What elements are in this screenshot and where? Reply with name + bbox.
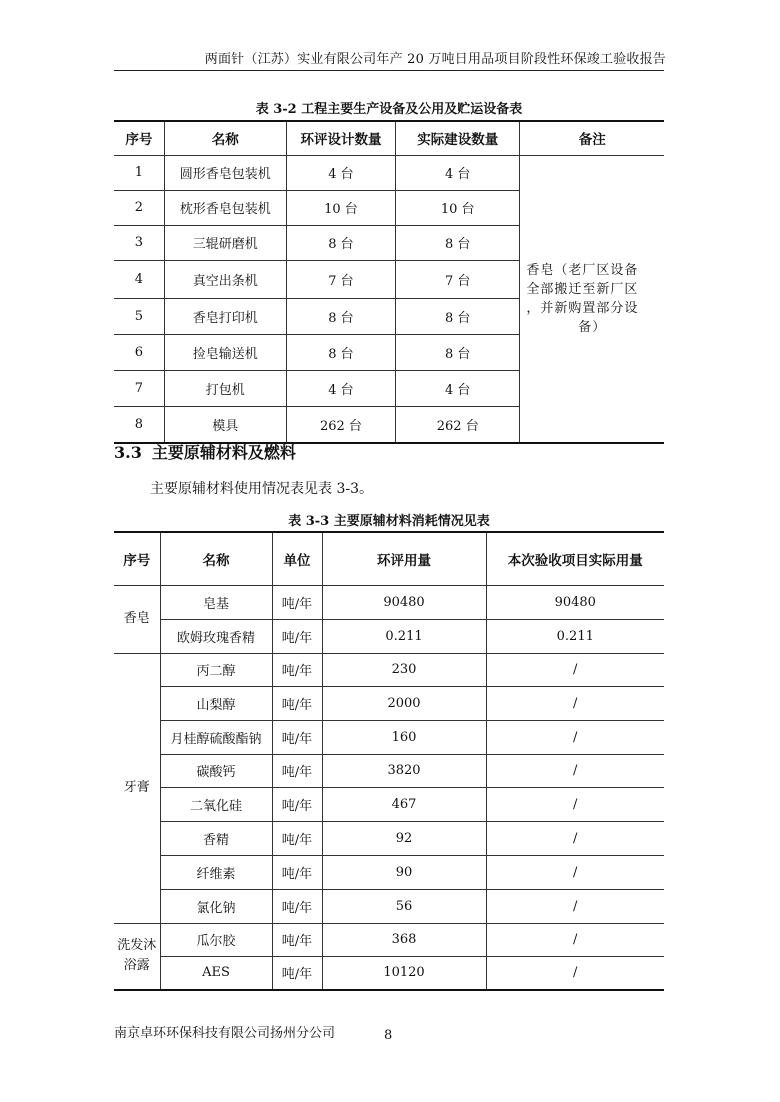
cell-name: 丙二醇 [160,653,272,686]
col-header-remark: 备注 [520,121,664,155]
section-title-text: 主要原辅材料及燃料 [151,443,296,462]
cell-no: 3 [114,225,164,260]
table-row [114,619,664,653]
cell-actual: / [486,923,664,956]
materials-table-header-row [114,532,664,585]
cell-no: 1 [114,155,164,190]
cell-name: 月桂醇硫酸酯钠 [160,720,272,754]
table-row [114,653,664,686]
cell-actual: 90480 [486,585,664,619]
section-heading [114,440,296,463]
cell-name: 真空出条机 [164,260,286,298]
cell-name: 瓜尔胶 [160,923,272,956]
cell-actual: / [486,855,664,889]
cell-name: AES [160,956,272,990]
cell-design: 8 台 [286,225,395,260]
cell-unit: 吨/年 [272,619,322,653]
cell-no: 8 [114,406,164,443]
table-row [114,155,664,190]
cell-name: 碳酸钙 [160,754,272,787]
cell-no: 5 [114,298,164,334]
equipment-table-header-row [114,121,664,155]
cell-name: 二氧化硅 [160,787,272,821]
cell-actual: 262 台 [396,406,520,443]
cell-actual: 0.211 [486,619,664,653]
cell-unit: 吨/年 [272,585,322,619]
group-label-line: 香皂 [123,611,150,626]
remark-cell [520,155,664,443]
cell-actual: / [486,653,664,686]
cell-design: 8 台 [286,334,395,370]
cell-name: 皂基 [160,585,272,619]
cell-design: 10120 [322,956,486,990]
table-row [114,923,664,956]
cell-name: 枕形香皂包装机 [164,190,286,225]
cell-design: 56 [322,889,486,923]
group-label-soap [114,585,160,653]
cell-no: 4 [114,260,164,298]
col-header-actual-usage: 本次验收项目实际用量 [486,532,664,585]
cell-unit: 吨/年 [272,855,322,889]
cell-unit: 吨/年 [272,720,322,754]
cell-actual: / [486,956,664,990]
cell-name: 打包机 [164,370,286,406]
group-label-line: 洗发沐 [117,938,157,954]
materials-table [114,531,664,991]
equipment-table [114,120,664,444]
cell-design: 4 台 [286,370,395,406]
cell-design: 2000 [322,686,486,720]
page-number: 8 [384,1028,393,1043]
table-row [114,720,664,754]
table-row [114,889,664,923]
cell-actual: / [486,754,664,787]
cell-name: 模具 [164,406,286,443]
cell-design: 262 台 [286,406,395,443]
cell-unit: 吨/年 [272,956,322,990]
col-header-name: 名称 [164,121,286,155]
cell-actual: 4 台 [396,370,520,406]
table-row [114,686,664,720]
cell-design: 230 [322,653,486,686]
cell-design: 0.211 [322,619,486,653]
header-divider [114,70,664,71]
cell-unit: 吨/年 [272,889,322,923]
cell-name: 香皂打印机 [164,298,286,334]
cell-name: 圆形香皂包装机 [164,155,286,190]
group-label-line: 牙膏 [123,780,150,795]
cell-design: 10 台 [286,190,395,225]
cell-name: 捡皂输送机 [164,334,286,370]
cell-actual: 7 台 [396,260,520,298]
cell-unit: 吨/年 [272,754,322,787]
cell-name: 纤维素 [160,855,272,889]
cell-actual: 8 台 [396,225,520,260]
cell-unit: 吨/年 [272,923,322,956]
col-header-actual-qty: 实际建设数量 [396,121,520,155]
cell-actual: 4 台 [396,155,520,190]
col-header-design-usage: 环评用量 [322,532,486,585]
cell-name: 山梨醇 [160,686,272,720]
remark-line: 备） [578,319,607,335]
cell-no: 2 [114,190,164,225]
cell-design: 368 [322,923,486,956]
cell-name: 欧姆玫瑰香精 [160,619,272,653]
cell-unit: 吨/年 [272,686,322,720]
section-number: 3.3 [114,443,142,462]
col-header-no: 序号 [114,121,164,155]
cell-name: 三辊研磨机 [164,225,286,260]
group-label-line: 浴露 [123,958,150,974]
table-row [114,821,664,855]
group-label-toothpaste [114,653,160,923]
cell-design: 7 台 [286,260,395,298]
table-row [114,754,664,787]
report-header-title: 两面针（江苏）实业有限公司年产 20 万吨日用品项目阶段性环保竣工验收报告 [204,52,666,67]
footer-company: 南京卓环环保科技有限公司扬州分公司 [114,1026,336,1041]
cell-design: 4 台 [286,155,395,190]
cell-design: 92 [322,821,486,855]
remark-line: 全部搬迁至新厂区 [526,281,639,297]
cell-design: 467 [322,787,486,821]
cell-name: 香精 [160,821,272,855]
cell-actual: / [486,686,664,720]
col-header-name: 名称 [160,532,272,585]
table-3-3-caption: 表 3-3 主要原辅材料消耗情况见表 [288,514,490,529]
table-3-2-caption: 表 3-2 工程主要生产设备及公用及贮运设备表 [255,102,523,117]
cell-no: 7 [114,370,164,406]
cell-actual: / [486,821,664,855]
cell-actual: 8 台 [396,334,520,370]
cell-unit: 吨/年 [272,653,322,686]
cell-design: 90 [322,855,486,889]
cell-unit: 吨/年 [272,821,322,855]
cell-actual: 8 台 [396,298,520,334]
remark-line: 香皂（老厂区设备 [526,262,639,278]
table-row [114,585,664,619]
cell-no: 6 [114,334,164,370]
cell-actual: 10 台 [396,190,520,225]
cell-design: 160 [322,720,486,754]
cell-unit: 吨/年 [272,787,322,821]
col-header-design-qty: 环评设计数量 [286,121,395,155]
cell-name: 氯化钠 [160,889,272,923]
cell-actual: / [486,889,664,923]
table-row [114,855,664,889]
col-header-no: 序号 [114,532,160,585]
section-paragraph: 主要原辅材料使用情况表见表 3-3。 [150,481,373,497]
cell-design: 90480 [322,585,486,619]
table-row [114,787,664,821]
remark-line: ，并新购置部分设 [526,300,639,316]
cell-design: 8 台 [286,298,395,334]
col-header-unit: 单位 [272,532,322,585]
table-row [114,956,664,990]
cell-actual: / [486,720,664,754]
cell-design: 3820 [322,754,486,787]
cell-actual: / [486,787,664,821]
group-label-shampoo [114,923,160,990]
